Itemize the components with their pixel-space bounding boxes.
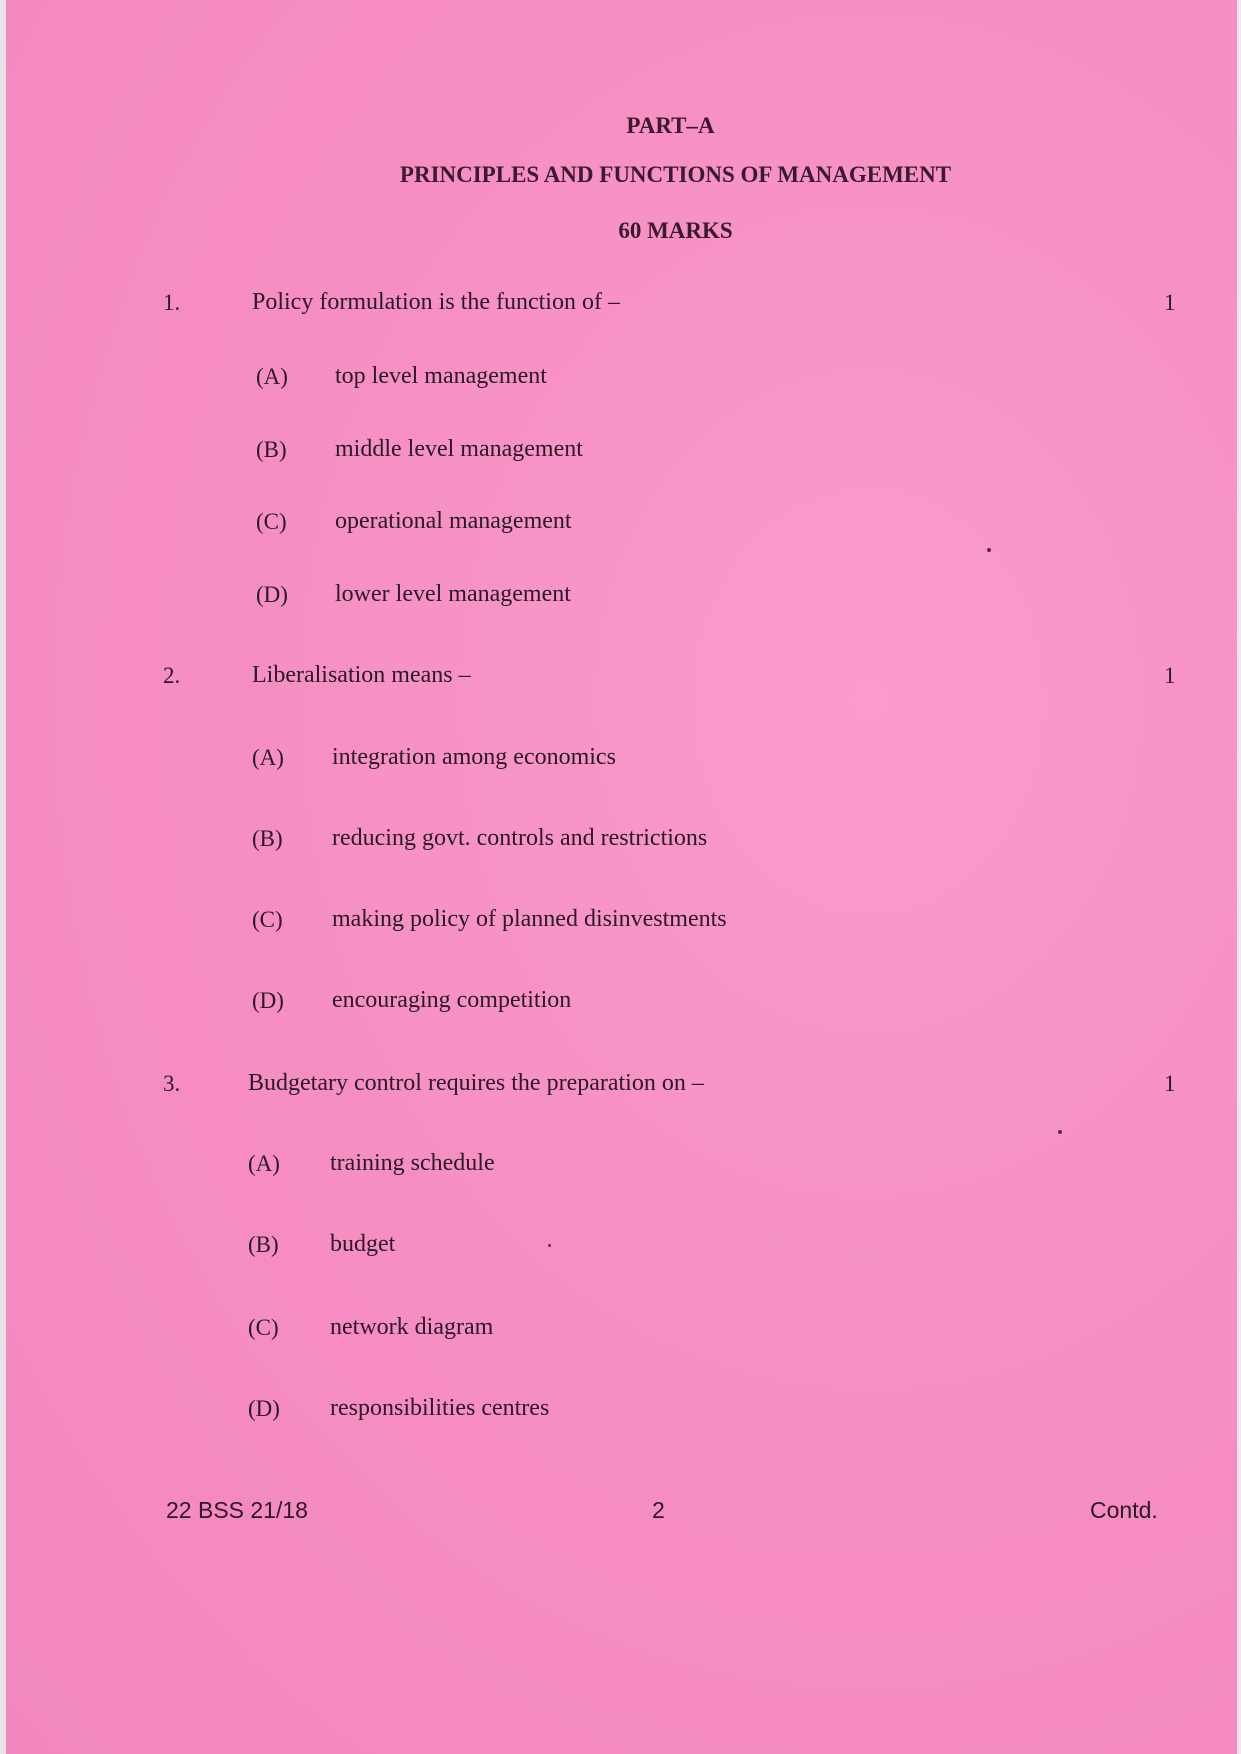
option-letter: (A) [256, 364, 288, 389]
option-letter: (A) [252, 745, 284, 770]
option-text: reducing govt. controls and restrictions [332, 825, 708, 851]
option-letter: (B) [248, 1232, 279, 1257]
option-letter: (D) [252, 988, 284, 1013]
option-text: responsibilities centres [330, 1395, 550, 1421]
question-text: Liberalisation means – [252, 662, 471, 688]
option-text: making policy of planned disinvestments [332, 906, 727, 932]
option-text: encouraging competition [332, 987, 572, 1013]
question-number: 3. [163, 1071, 181, 1096]
scan-speck [548, 1244, 551, 1247]
question-text: Policy formulation is the function of – [252, 289, 620, 315]
part-heading: PART–A [626, 113, 715, 138]
option-text: middle level management [335, 436, 583, 462]
option-text: lower level management [335, 581, 571, 607]
option-letter: (B) [252, 826, 283, 851]
option-text: budget [330, 1231, 396, 1257]
page-edge-left [0, 0, 6, 1754]
question-number: 1. [163, 290, 181, 315]
subject-heading: PRINCIPLES AND FUNCTIONS OF MANAGEMENT [399, 162, 952, 187]
paper-code: 22 BSS 21/18 [166, 1497, 308, 1523]
option-letter: (D) [248, 1396, 280, 1421]
option-text: training schedule [330, 1150, 495, 1176]
question-text: Budgetary control requires the preparation on – [248, 1070, 704, 1096]
question-marks: 1 [1164, 290, 1176, 315]
option-letter: (B) [256, 437, 287, 462]
total-marks-heading: 60 MARKS [618, 218, 733, 243]
option-text: top level management [335, 363, 547, 389]
question-marks: 1 [1164, 1071, 1176, 1096]
page-number: 2 [652, 1497, 665, 1523]
option-letter: (A) [248, 1151, 280, 1176]
option-text: operational management [335, 508, 572, 534]
option-text: integration among economics [332, 744, 616, 770]
option-text: network diagram [330, 1314, 494, 1340]
option-letter: (D) [256, 582, 288, 607]
continued-label: Contd. [1090, 1497, 1158, 1523]
option-letter: (C) [252, 907, 283, 932]
option-letter: (C) [256, 509, 287, 534]
page-edge-right [1237, 0, 1241, 1754]
question-marks: 1 [1164, 663, 1176, 688]
scan-speck [1058, 1130, 1062, 1134]
scan-speck [987, 548, 991, 552]
option-letter: (C) [248, 1315, 279, 1340]
question-number: 2. [163, 663, 181, 688]
